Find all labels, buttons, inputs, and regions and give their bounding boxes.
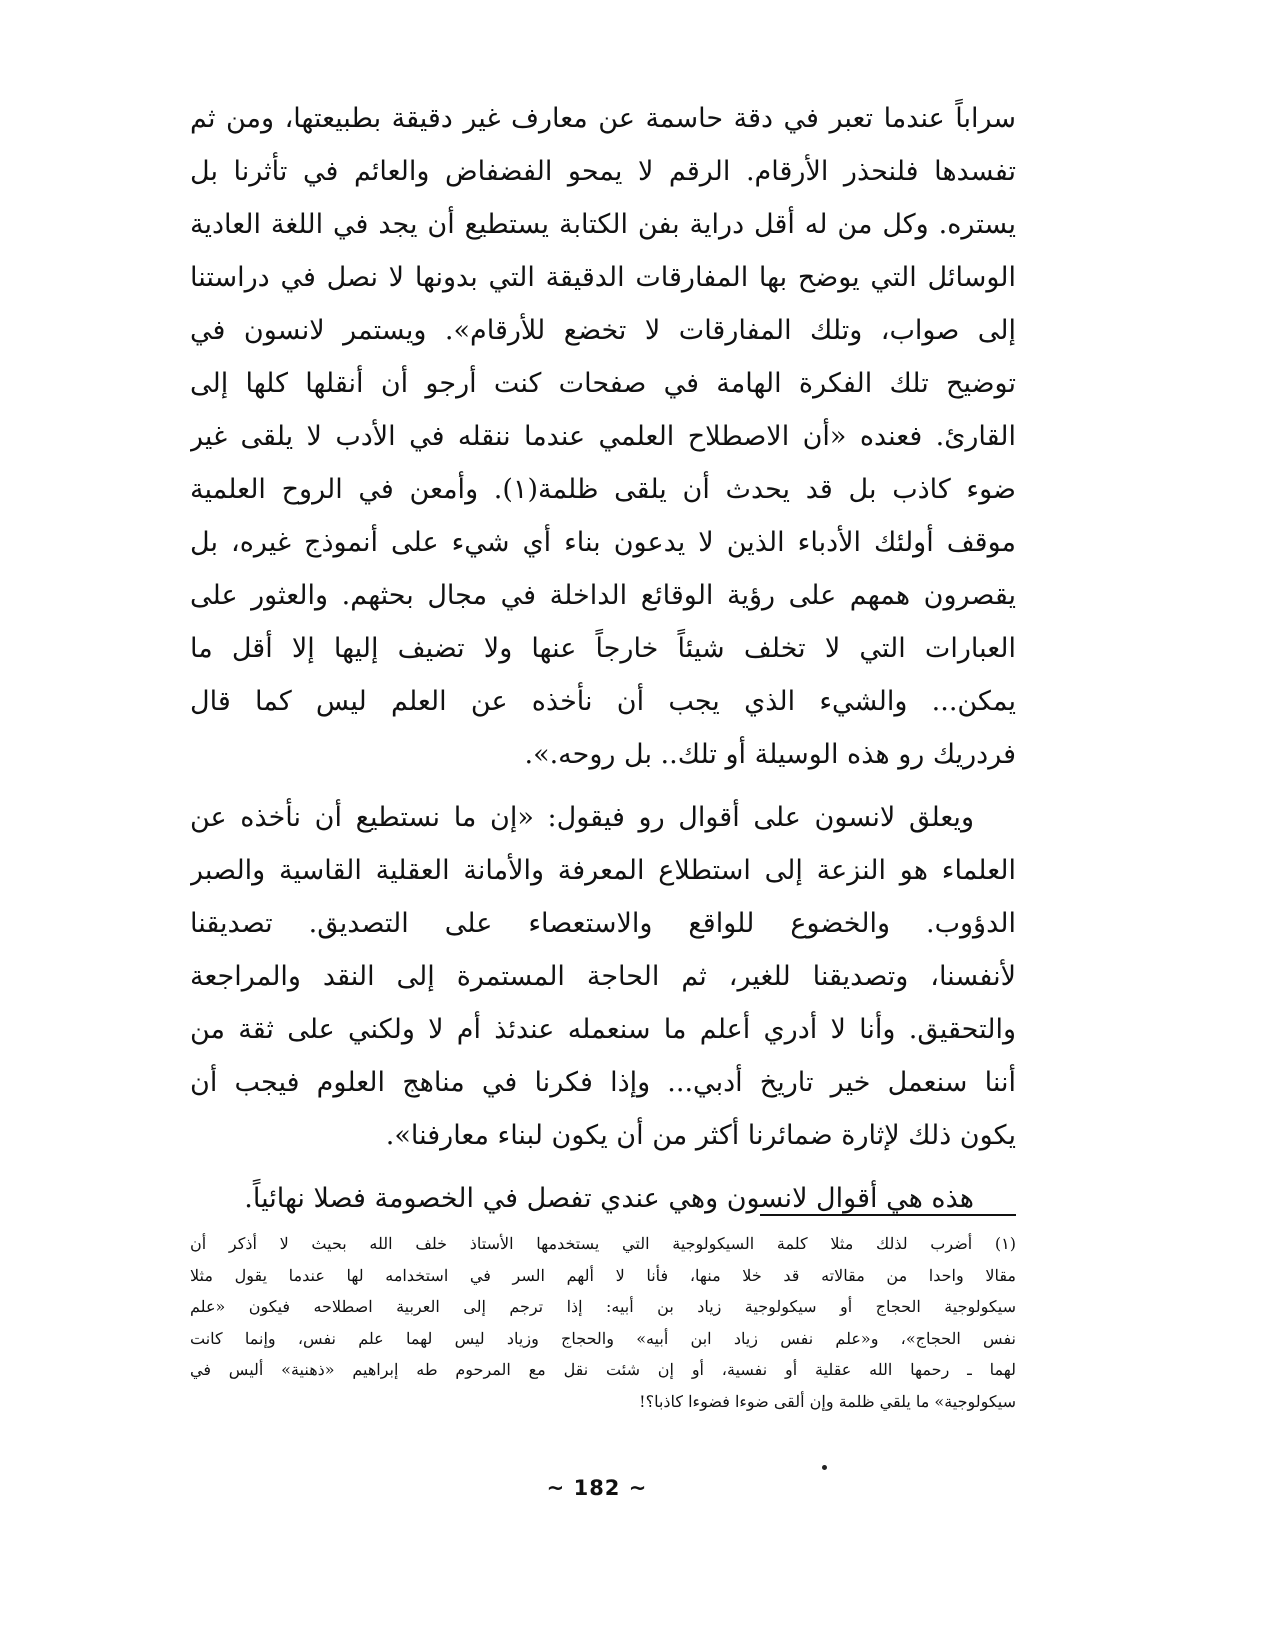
paragraph-1 — [190, 92, 1016, 781]
text-line: العبارات التي لا تخلف شيئاً خارجاً عنها ولا تضيف إليها إلا أقل ما — [190, 633, 1016, 664]
text-line: القارئ. فعنده «أن الاصطلاح العلمي عندما ننقله في الأدب لا يلقى غير — [190, 421, 1016, 452]
text-line: إلى صواب، وتلك المفارقات لا تخضع للأرقام». ويستمر لانسون في — [190, 315, 1016, 346]
text-line: سراباً عندما تعبر في دقة حاسمة عن معارف غير دقيقة بطبيعتها، ومن ثم — [190, 103, 1016, 134]
text-line: العلماء هو النزعة إلى استطلاع المعرفة والأمانة العقلية القاسية والصبر — [190, 855, 1016, 886]
footnote-line: سيكولوجية الحجاج أو سيكولوجية زياد بن أبيه: إذا ترجم إلى العربية اصطلاحه فيكون «علم — [190, 1297, 1016, 1316]
text-line: ضوء كاذب بل قد يحدث أن يلقى ظلمة(١). وأمعن في الروح العلمية — [190, 474, 1016, 505]
footnote — [190, 1228, 1016, 1417]
text-line: يمكن... والشيء الذي يجب أن نأخذه عن العلم ليس كما قال — [190, 686, 1016, 717]
text-line: ويعلق لانسون على أقوال رو فيقول: «إن ما نستطيع أن نأخذه عن — [190, 802, 974, 833]
scan-speck — [822, 1465, 827, 1470]
text-line: أننا سنعمل خير تاريخ أدبي... وإذا فكرنا في مناهج العلوم فيجب أن — [190, 1067, 1016, 1098]
text-line: لأنفسنا، وتصديقنا للغير، ثم الحاجة المستمرة إلى النقد والمراجعة — [190, 961, 1016, 992]
paragraph-3 — [190, 1172, 1016, 1225]
footnote-divider — [760, 1214, 1016, 1216]
text-line: تفسدها فلنحذر الأرقام. الرقم لا يمحو الفضفاض والعائم في تأثرنا بل — [190, 156, 1016, 187]
footnote-line: لهما ـ رحمها الله عقلية أو نفسية، أو إن شئت نقل مع المرحوم طه إبراهيم «ذهنية» أليس في — [190, 1360, 1016, 1379]
text-line: والتحقيق. وأنا لا أدري أعلم ما سنعمله عندئذ أم لا ولكني على ثقة من — [190, 1014, 1016, 1045]
main-text-body — [190, 92, 1016, 1225]
footnote-line: (١) أضرب لذلك مثلا كلمة السيكولوجية التي يستخدمها الأستاذ خلف الله بحيث لا أذكر أن — [190, 1234, 1016, 1253]
text-line: موقف أولئك الأدباء الذين لا يدعون بناء أي شيء على أنموذج غيره، بل — [190, 527, 1016, 558]
text-line: الدؤوب. والخضوع للواقع والاستعصاء على التصديق. تصديقنا — [190, 908, 1016, 939]
text-line: فردريك رو هذه الوسيلة أو تلك.. بل روحه.». — [524, 739, 1016, 770]
footnote-line: مقالا واحدا من مقالاته قد خلا منها، فأنا لا ألهم السر في استخدامه لها عندما يقول مثلا — [190, 1265, 1016, 1285]
text-line: يكون ذلك لإثارة ضمائرنا أكثر من أن يكون لبناء معارفنا». — [385, 1120, 1016, 1151]
text-line: يستره. وكل من له أقل دراية بفن الكتابة يستطيع أن يجد في اللغة العادية — [190, 209, 1016, 240]
paragraph-2 — [190, 791, 1016, 1162]
text-line: يقصرون همهم على رؤية الوقائع الداخلة في مجال بحثهم. والعثور على — [190, 580, 1016, 611]
page-number: ~ 182 ~ — [546, 1476, 648, 1500]
text-line: الوسائل التي يوضح بها المفارقات الدقيقة التي بدونها لا نصل في دراستنا — [190, 262, 1016, 293]
footnote-line: سيكولوجية» ما يلقي ظلمة وإن ألقى ضوءا فضوءا كاذبا؟! — [639, 1391, 1016, 1411]
footnote-line: نفس الحجاج»، و«علم نفس زياد ابن أبيه» والحجاج وزياد ليس لهما علم نفس، وإنما كانت — [190, 1328, 1016, 1348]
text-line: توضيح تلك الفكرة الهامة في صفحات كنت أرجو أن أنقلها كلها إلى — [190, 368, 1016, 399]
text-line: هذه هي أقوال لانسون وهي عندي تفصل في الخصومة فصلا نهائياً. — [244, 1183, 974, 1214]
